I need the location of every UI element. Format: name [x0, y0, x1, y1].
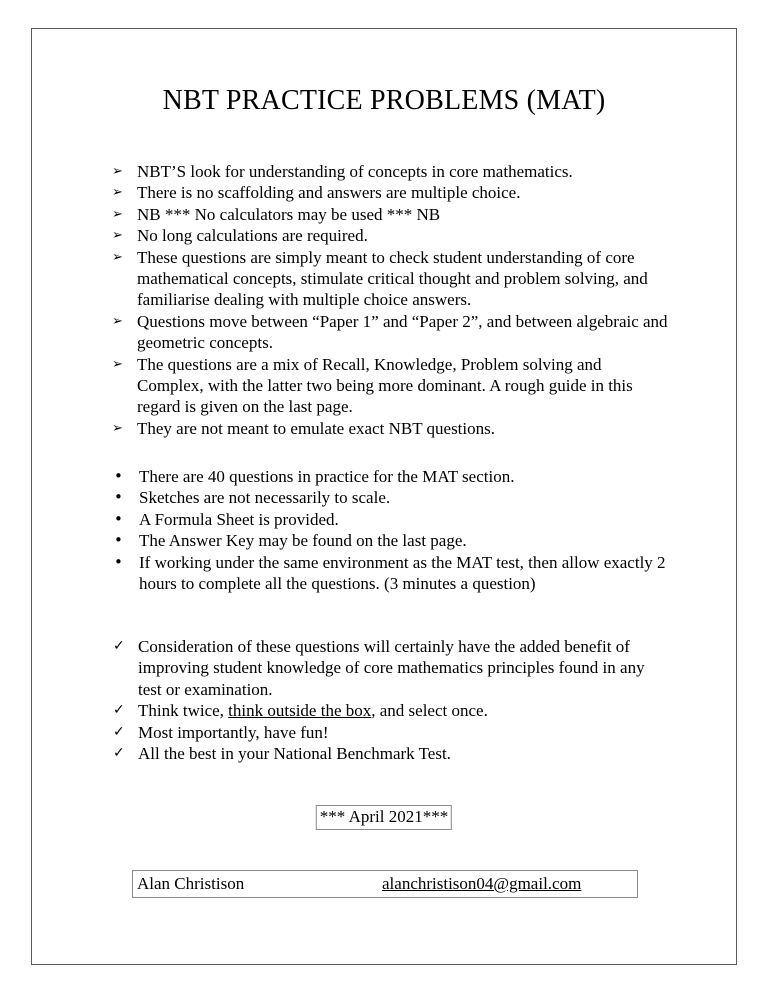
dot-bullet-icon: •	[114, 467, 123, 485]
list-item-text: NB *** No calculators may be used *** NB	[137, 204, 441, 224]
dot-bullet-icon: •	[114, 531, 123, 550]
arrow-bullet-icon: ➢	[112, 356, 123, 372]
dot-bullet-icon: •	[114, 509, 123, 528]
list-item-text: The Answer Key may be found on the last page.	[139, 531, 467, 551]
list-item-text: There are 40 questions in practice for the MAT section.	[139, 467, 515, 486]
list-item-text: Consideration of these questions will certainly have the added benefit of improving student knowledge of core mathematics principles found in any test or examination.	[138, 637, 645, 699]
arrow-bullet-icon: ➢	[112, 206, 123, 222]
list-item	[111, 225, 671, 246]
list-item-text: NBT’S look for understanding of concepts in core mathematics.	[137, 162, 573, 181]
list-item	[111, 466, 671, 487]
list-item	[111, 311, 671, 354]
list-item-text: There is no scaffolding and answers are multiple choice.	[137, 183, 521, 203]
list-item	[111, 636, 671, 700]
list-item-text: All the best in your National Benchmark Test.	[138, 744, 451, 764]
list-item-text: A Formula Sheet is provided.	[139, 509, 339, 529]
check-bullet-icon: ✓	[113, 638, 125, 654]
list-item-text: Think twice, think outside the box, and select once.	[138, 701, 488, 721]
list-item	[111, 700, 671, 721]
check-bullet-icon: ✓	[113, 702, 125, 719]
arrow-bullet-list	[111, 161, 671, 439]
list-item	[111, 509, 671, 530]
list-item	[111, 161, 671, 182]
list-item	[111, 530, 671, 551]
author-email-link[interactable]: alanchristison04@gmail.com	[382, 874, 582, 893]
check-bullet-icon: ✓	[113, 723, 125, 740]
list-item	[111, 743, 671, 764]
date-stamp-box: *** April 2021***	[316, 805, 452, 830]
list-item-text: Sketches are not necessarily to scale.	[139, 488, 391, 508]
arrow-bullet-icon: ➢	[112, 249, 123, 265]
list-item-text: If working under the same environment as the MAT test, then allow exactly 2 hours to complete all the questions. (3 minutes a question)	[139, 552, 666, 594]
document-page	[31, 28, 737, 965]
dot-bullet-list	[111, 466, 671, 594]
list-item	[111, 552, 671, 595]
page-title: NBT PRACTICE PROBLEMS (MAT)	[162, 85, 606, 116]
author-name: Alan Christison	[137, 874, 245, 893]
list-item	[111, 204, 671, 225]
arrow-bullet-icon: ➢	[112, 228, 123, 244]
list-item	[111, 247, 671, 311]
check-bullet-list	[111, 636, 671, 764]
list-item-text: No long calculations are required.	[137, 226, 368, 246]
arrow-bullet-icon: ➢	[112, 420, 123, 436]
arrow-bullet-icon: ➢	[112, 164, 123, 179]
list-item	[111, 487, 671, 508]
emphasised-phrase: think outside the box	[228, 701, 372, 721]
list-item	[111, 418, 671, 439]
page-content	[32, 29, 736, 964]
list-item-text: These questions are simply meant to check student understanding of core mathematical concepts, stimulate critical thought and problem solving, and familiarise dealing with multiple choice answers.	[137, 247, 648, 310]
dot-bullet-icon: •	[114, 488, 123, 507]
list-item-text: Questions move between “Paper 1” and “Paper 2”, and between algebraic and geometric concepts.	[137, 311, 668, 353]
check-bullet-icon: ✓	[113, 745, 125, 762]
dot-bullet-icon: •	[114, 552, 123, 571]
arrow-bullet-icon: ➢	[112, 313, 123, 329]
arrow-bullet-icon: ➢	[112, 185, 123, 201]
list-item	[111, 182, 671, 203]
list-item	[111, 354, 671, 418]
list-item-text: Most importantly, have fun!	[138, 722, 329, 742]
list-item-text: The questions are a mix of Recall, Knowledge, Problem solving and Complex, with the latter two being more dominant. A rough guide in this regard is given on the last page.	[137, 354, 633, 417]
author-signature-box	[132, 870, 638, 898]
list-item-text: They are not meant to emulate exact NBT questions.	[137, 418, 495, 438]
list-item	[111, 722, 671, 743]
